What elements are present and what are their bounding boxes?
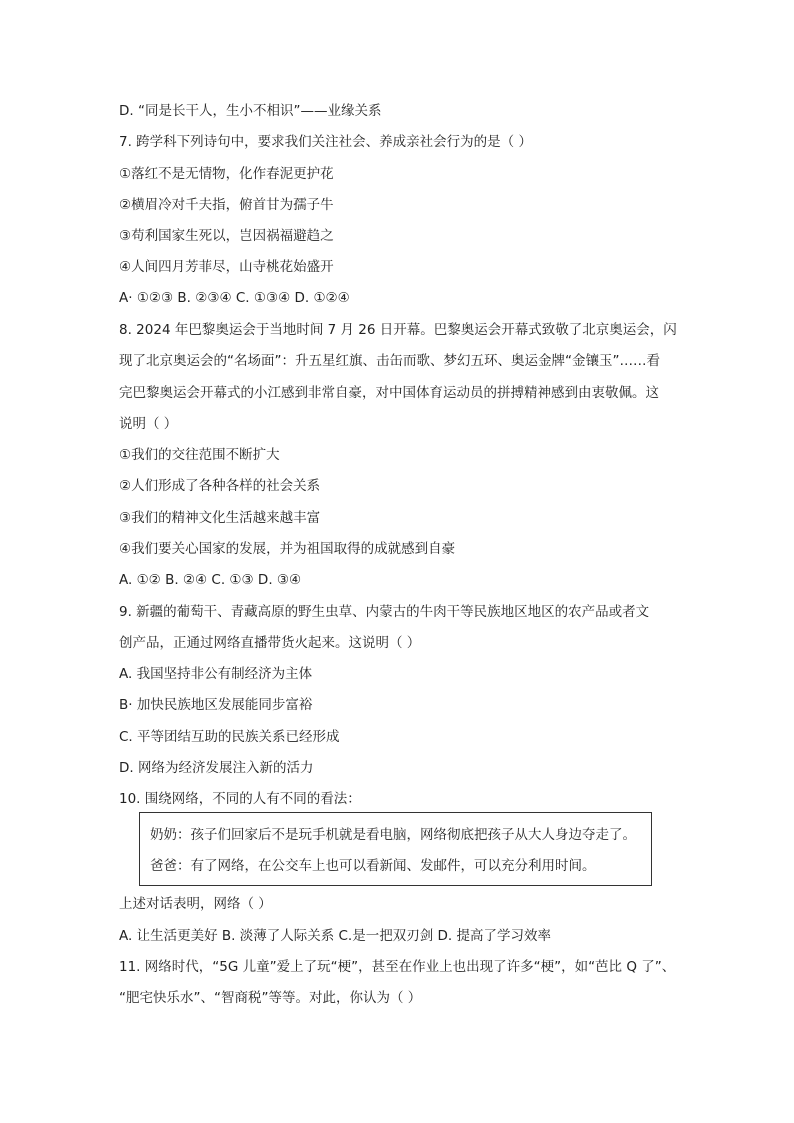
dialog-grandma: 奶奶：孩子们回家后不是玩手机就是看电脑，网络彻底把孩子从大人身边夺走了。 [150, 827, 636, 843]
q8-stem-line2: 现了北京奥运会的“名场面”：升五星红旗、击缶而歌、梦幻五环、奥运金牌“金镶玉”……看 [119, 353, 660, 369]
q8-stem-line4: 说明（ ） [119, 416, 178, 432]
q7-item-4: ④人间四月芳菲尽，山寺桃花始盛开 [119, 259, 334, 275]
q9-option-b: B· 加快民族地区发展能同步富裕 [119, 697, 313, 713]
q8-item-4: ④我们要关心国家的发展，并为祖国取得的成就感到自豪 [119, 541, 456, 557]
q8-stem-line1: 8. 2024 年巴黎奥运会于当地时间 7 月 26 日开幕。巴黎奥运会开幕式致敬了北京奥运会，闪 [119, 322, 677, 338]
q7-item-2: ②横眉冷对千夫指，俯首甘为孺子牛 [119, 197, 334, 213]
q9-stem-line1: 9. 新疆的葡萄干、青藏高原的野生虫草、内蒙古的牛肉干等民族地区地区的农产品或者文 [119, 604, 650, 620]
q9-stem-line2: 创产品，正通过网络直播带货火起来。这说明（ ） [119, 635, 421, 651]
q7-stem: 7. 跨学科下列诗句中，要求我们关注社会、养成亲社会行为的是（ ） [119, 134, 532, 150]
q9-option-d: D. 网络为经济发展注入新的活力 [119, 760, 314, 776]
q7-options: A· ①②③ B. ②③④ C. ①③④ D. ①②④ [119, 290, 350, 306]
q10-question: 上述对话表明，网络（ ） [119, 896, 272, 912]
q11-stem-line1: 11. 网络时代，“5G 儿童”爱上了玩“梗”，甚至在作业上也出现了许多“梗”，如“芭比 Q 了”、 [119, 959, 676, 975]
q8-item-1: ①我们的交往范围不断扩大 [119, 447, 280, 463]
q10-options: A. 让生活更美好 B. 淡薄了人际关系 C.是一把双刃剑 D. 提高了学习效率 [119, 928, 551, 944]
q9-option-a: A. 我国坚持非公有制经济为主体 [119, 666, 313, 682]
q7-item-1: ①落红不是无情物，化作春泥更护花 [119, 166, 334, 182]
q8-item-3: ③我们的精神文化生活越来越丰富 [119, 510, 321, 526]
q10-stem: 10. 围绕网络，不同的人有不同的看法： [119, 791, 361, 807]
q8-item-2: ②人们形成了各种各样的社会关系 [119, 478, 321, 494]
q8-options: A. ①② B. ②④ C. ①③ D. ③④ [119, 572, 302, 588]
q9-option-c: C. 平等团结互助的民族关系已经形成 [119, 729, 340, 745]
dialog-dad: 爸爸：有了网络，在公交车上也可以看新闻、发邮件，可以充分利用时间。 [150, 858, 596, 874]
q10-dialog-box [139, 812, 652, 886]
q11-stem-line2: “肥宅快乐水”、“智商税”等等。对此，你认为（ ） [119, 990, 422, 1006]
q8-stem-line3: 完巴黎奥运会开幕式的小江感到非常自豪，对中国体育运动员的拼搏精神感到由衷敬佩。这 [119, 385, 659, 401]
q7-item-3: ③苟利国家生死以，岂因祸福避趋之 [119, 228, 334, 244]
q6-option-d: D. “同是长干人，生小不相识”——业缘关系 [119, 103, 382, 119]
